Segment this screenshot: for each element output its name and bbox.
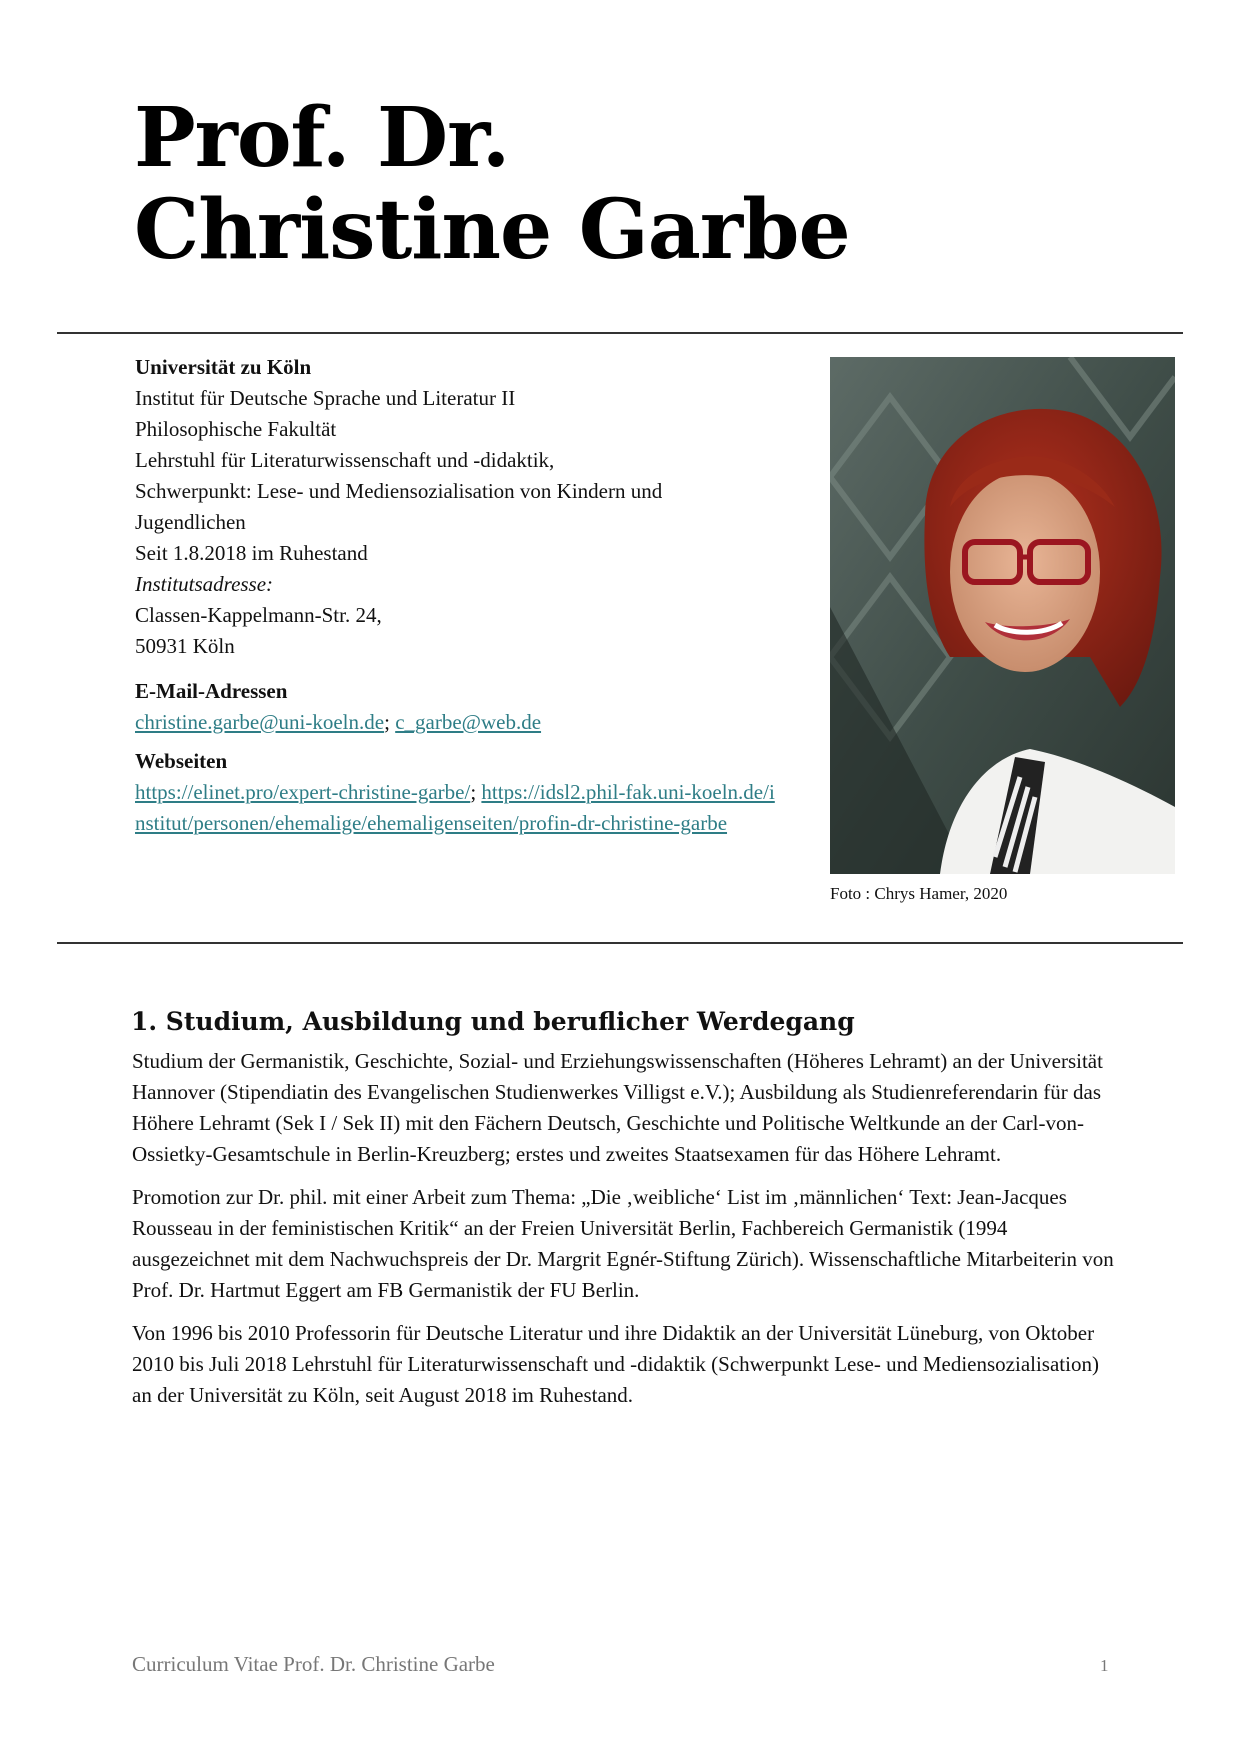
faculty-name: Philosophische Fakultät: [135, 417, 337, 441]
web-link-idsl2[interactable]: https://idsl2.phil-fak.uni-koeln.de/institut/personen/ehemalige/ehemaligenseiten/profin-dr-christine-garbe: [135, 780, 775, 835]
footer-title: Curriculum Vitae Prof. Dr. Christine Garbe: [132, 1652, 495, 1676]
address-street: Classen-Kappelmann-Str. 24,: [135, 603, 382, 627]
address-city: 50931 Köln: [135, 634, 235, 658]
page-title: [134, 92, 1134, 276]
middle-divider: [57, 942, 1183, 944]
address-label: Institutsadresse:: [135, 572, 274, 596]
chair-focus: Schwerpunkt: Lese- und Mediensozialisation von Kindern und Jugendlichen: [135, 479, 663, 534]
contact-block: [135, 352, 775, 839]
retirement-status: Seit 1.8.2018 im Ruhestand: [135, 541, 368, 565]
web-separator: ;: [470, 780, 482, 804]
email-heading: E-Mail-Adressen: [135, 679, 288, 703]
page-number: 1: [1100, 1656, 1109, 1675]
top-divider: [57, 332, 1183, 334]
section-body: [132, 1046, 1122, 1423]
email-link-uni[interactable]: christine.garbe@uni-koeln.de: [135, 710, 385, 734]
chair-name: Lehrstuhl für Literaturwissenschaft und -didaktik,: [135, 448, 555, 472]
email-list: [135, 707, 775, 738]
photo-caption: Foto : Chrys Hamer, 2020: [830, 884, 1008, 903]
institute-name: Institut für Deutsche Sprache und Literatur II: [135, 386, 516, 410]
university-name: Universität zu Köln: [135, 355, 312, 379]
title-line-1: Prof. Dr.: [134, 90, 510, 186]
title-line-2: Christine Garbe: [134, 182, 850, 278]
portrait-photo: [830, 357, 1175, 874]
web-list: [135, 777, 775, 839]
web-heading: Webseiten: [135, 749, 228, 773]
paragraph-education: Studium der Germanistik, Geschichte, Sozial- und Erziehungswissenschaften (Höheres Lehramt) an der Universität Hannover (Stipendiatin des Evangelischen Studienwerkes Villigst e.V.); Ausbildung als Studienreferendarin für das Höhere Lehramt (Sek I / Sek II) mit den Fächern Deutsch, Geschichte und Politische Weltkunde an der Carl-von-Ossietky-Gesamtschule in Berlin-Kreuzberg; erstes und zweites Staatsexamen für das Höhere Lehramt.: [132, 1049, 1103, 1166]
email-link-web[interactable]: c_garbe@web.de: [395, 710, 542, 734]
paragraph-doctorate: Promotion zur Dr. phil. mit einer Arbeit zum Thema: „Die ‚weibliche‘ List im ‚männlichen‘ Text: Jean-Jacques Rousseau in der feministischen Kritik“ an der Freien Universität Berlin, Fachbereich Germanistik (1994 ausgezeichnet mit dem Nachwuchspreis der Dr. Margrit Egnér-Stiftung Zürich). Wissenschaftliche Mitarbeiterin von Prof. Dr. Hartmut Eggert am FB Germanistik der FU Berlin.: [132, 1185, 1114, 1302]
email-separator: ;: [384, 710, 396, 734]
section-heading: 1. Studium, Ausbildung und beruflicher Werdegang: [131, 1007, 855, 1036]
web-link-elinet[interactable]: https://elinet.pro/expert-christine-garbe/: [135, 780, 471, 804]
paragraph-career: Von 1996 bis 2010 Professorin für Deutsche Literatur und ihre Didaktik an der Universität Lüneburg, von Oktober 2010 bis Juli 2018 Lehrstuhl für Literaturwissenschaft und -didaktik (Schwerpunkt Lese- und Mediensozialisation) an der Universität zu Köln, seit August 2018 im Ruhestand.: [132, 1321, 1099, 1407]
